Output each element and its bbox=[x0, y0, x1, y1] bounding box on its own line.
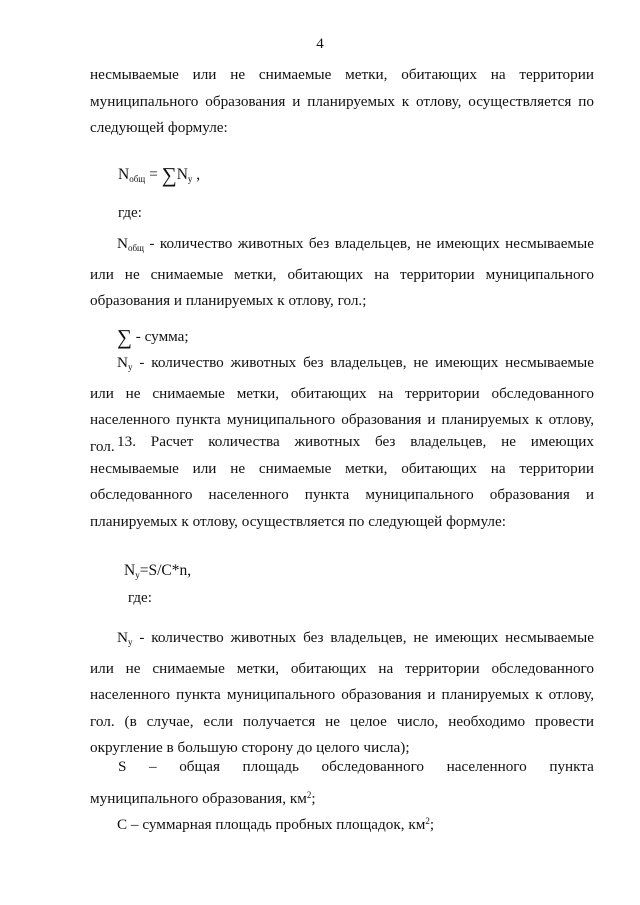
formula-tail: , bbox=[192, 166, 201, 183]
page-number: 4 bbox=[316, 36, 324, 52]
s-word: S bbox=[118, 758, 127, 775]
s-word: населенного bbox=[446, 758, 527, 775]
formula-text: =S/C*n, bbox=[139, 562, 192, 579]
def-text: С – суммарная площадь пробных площадок, км bbox=[117, 816, 426, 833]
def-text: - количество животных без владельцев, не имеющих несмываемые или не снимаемые метки, обитающих на территории обследованного населенного пункта муниципального образования и планируемых к отлову, гол. (в случае, если получается не целое число, необходимо провести округление в большую сторону до целого числа); bbox=[90, 629, 594, 756]
formula-symbol-sub: у bbox=[135, 570, 140, 580]
def-text: - количество животных без владельцев, не имеющих несмываемые или не снимаемые метки, обитающих на территории муниципального образования и планируемых к отлову, гол.; bbox=[90, 235, 594, 309]
formula-total bbox=[118, 163, 200, 188]
formula-symbol: N bbox=[124, 562, 136, 579]
def-tail: ; bbox=[429, 816, 435, 833]
where-label: где: bbox=[118, 205, 142, 221]
formula-lhs: N bbox=[118, 166, 130, 183]
where-label-2: где: bbox=[128, 590, 152, 606]
def-text: - количество животных без владельцев, не имеющих несмываемые или не снимаемые метки, обитающих на территории обследованного населенного пункта муниципального образования и планируемых к отлову, гол. bbox=[90, 354, 594, 455]
formula-rhs: N bbox=[176, 166, 188, 183]
s-word: площадь bbox=[242, 758, 299, 775]
definition-n-total bbox=[90, 231, 594, 315]
paragraph-intro: несмываемые или не снимаемые метки, обитающих на территории муниципального образования и планируемых к отлову, осуществляется по следующей формуле: bbox=[90, 66, 594, 136]
def-text: - сумма; bbox=[131, 328, 189, 345]
def-symbol: N bbox=[117, 354, 128, 371]
s-word: обследованного bbox=[321, 758, 425, 775]
s-word: пункта bbox=[549, 758, 594, 775]
definition-s-line1 bbox=[90, 758, 594, 776]
def-symbol-sub: общ bbox=[127, 243, 144, 253]
paragraph-13: 13. Расчет количества животных без владельцев, не имеющих несмываемые или не снимаемые метки, обитающих на территории обследованного населенного пункта муниципального образования и планируемых к отлову, осуществляется по следующей формуле: bbox=[90, 433, 594, 530]
superscript: 2 bbox=[425, 816, 430, 826]
s-word: общая bbox=[179, 758, 220, 775]
formula-lhs-sub: общ bbox=[129, 174, 146, 184]
superscript: 2 bbox=[306, 790, 312, 800]
definition-sigma bbox=[90, 324, 594, 351]
definition-c bbox=[90, 808, 594, 839]
definition-n-y-2 bbox=[90, 625, 594, 762]
formula-rhs-sub: у bbox=[187, 174, 193, 184]
def-symbol-sub: у bbox=[127, 362, 133, 372]
sigma-symbol: ∑ bbox=[117, 325, 132, 349]
def-text: муниципального образования, км bbox=[90, 790, 307, 807]
s-word: – bbox=[149, 758, 157, 775]
formula-ny bbox=[124, 562, 191, 580]
def-symbol-sub: у bbox=[127, 637, 133, 647]
def-tail: ; bbox=[311, 790, 316, 807]
sigma-symbol: ∑ bbox=[161, 163, 177, 187]
def-symbol: N bbox=[117, 235, 128, 252]
formula-eq: = bbox=[145, 166, 162, 183]
def-symbol: N bbox=[117, 629, 128, 646]
